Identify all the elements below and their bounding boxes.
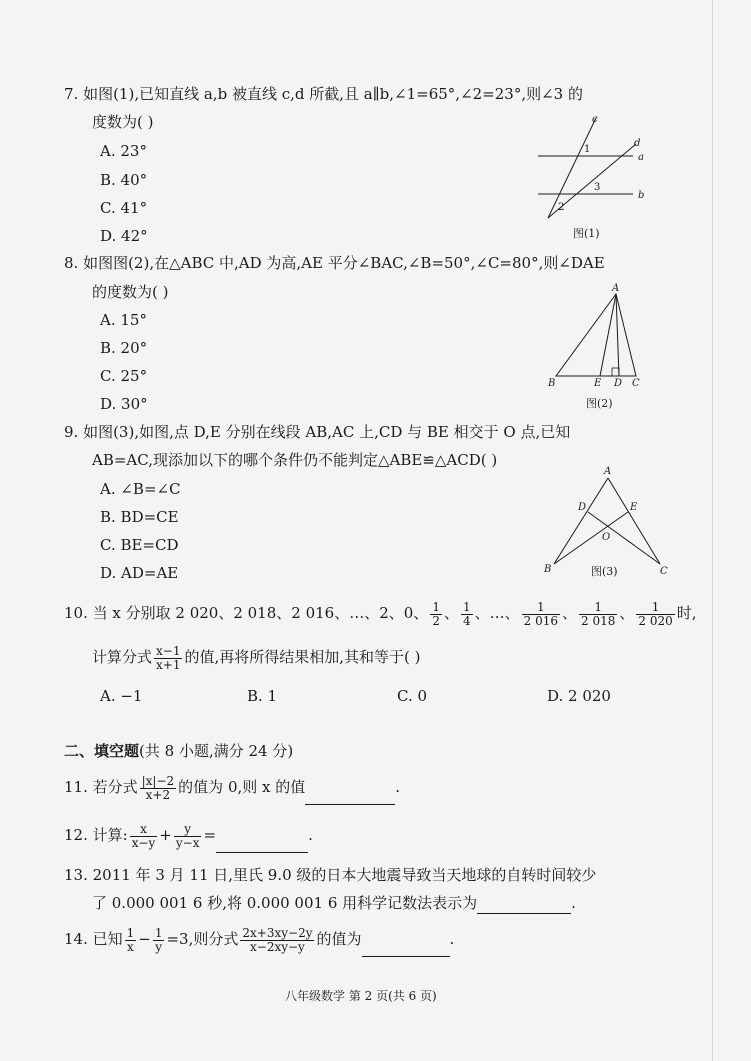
q7-stem-line2: 度数为( ) bbox=[92, 113, 154, 131]
page-footer: 八年级数学 第 2 页(共 6 页) bbox=[285, 989, 437, 1003]
q10-line2-post: 的值,再将所得结果相加,其和等于( ) bbox=[184, 648, 421, 666]
q9-option-c[interactable]: C. BE=CD bbox=[100, 536, 179, 554]
q10-frac-3: $\frac{1}{2 016}$ bbox=[523, 599, 558, 628]
q14-answer-blank[interactable] bbox=[362, 922, 450, 957]
q14-frac-1: $\frac{1}{x}$ bbox=[126, 925, 135, 954]
q13-answer-blank[interactable] bbox=[477, 893, 571, 914]
label-angle-1: 1 bbox=[584, 144, 591, 155]
label-O: O bbox=[602, 532, 611, 543]
q11-stem bbox=[64, 770, 400, 805]
q13-stem-line1: 13. 2011 年 3 月 11 日,里氏 9.0 级的日本大地震导致当天地球的自转时间较少 bbox=[64, 866, 597, 884]
page-edge bbox=[712, 0, 713, 1061]
q8-option-c[interactable]: C. 25° bbox=[100, 367, 148, 385]
label-E: E bbox=[630, 502, 638, 513]
q10-frac-5: $\frac{1}{2 020}$ bbox=[638, 599, 673, 628]
q14-post: 的值为 bbox=[316, 930, 362, 948]
q13-stem-line2 bbox=[92, 893, 576, 914]
q10-stem-line1 bbox=[64, 596, 697, 630]
q11-pre: 11. 若分式 bbox=[64, 778, 138, 796]
triangle-abc bbox=[556, 294, 636, 376]
q7-option-c[interactable]: C. 41° bbox=[100, 199, 148, 217]
line-c bbox=[548, 118, 596, 218]
q10-option-c[interactable]: C. 0 bbox=[397, 687, 428, 705]
segment-be bbox=[554, 512, 628, 564]
q10-sep-1: 、 bbox=[443, 604, 459, 622]
q10-prefix: 10. 当 x 分别取 2 020、2 018、2 016、…、2、0、 bbox=[64, 604, 429, 622]
q7-option-b[interactable]: B. 40° bbox=[100, 171, 148, 189]
q14-mid: =3,则分式 bbox=[166, 930, 239, 948]
q7-figure-caption: 图(1) bbox=[573, 227, 600, 240]
q10-frac-4: $\frac{1}{2 018}$ bbox=[581, 599, 616, 628]
q11-frac: $\frac{|x|-2}{x+2}$ bbox=[141, 773, 175, 802]
label-d: d bbox=[634, 138, 641, 149]
q12-answer-blank[interactable] bbox=[216, 818, 308, 853]
label-B: B bbox=[544, 564, 552, 575]
q9-stem-line2: AB=AC,现添加以下的哪个条件仍不能判定△ABE≌△ACD( ) bbox=[92, 451, 498, 469]
q7-stem-line1: 7. 如图(1),已知直线 a,b 被直线 c,d 所截,且 a∥b,∠1=65°,∠2=23°,则∠3 的 bbox=[64, 85, 583, 103]
q7-option-d[interactable]: D. 42° bbox=[100, 227, 148, 245]
label-D: D bbox=[578, 502, 587, 513]
q14-end: . bbox=[449, 930, 455, 948]
q9-figure-caption: 图(3) bbox=[591, 565, 618, 578]
right-angle-mark bbox=[612, 368, 619, 376]
q10-sep-4: 、 bbox=[619, 604, 635, 622]
section-2-heading bbox=[64, 741, 293, 761]
q12-frac-1: $\frac{x}{x-y}$ bbox=[131, 821, 156, 850]
q9-figure bbox=[540, 460, 670, 578]
q7-option-a[interactable]: A. 23° bbox=[100, 142, 147, 160]
label-b: b bbox=[638, 190, 645, 201]
q12-stem bbox=[64, 818, 313, 853]
label-B: B bbox=[548, 378, 556, 389]
label-E: E bbox=[594, 378, 602, 389]
q14-stem bbox=[64, 922, 454, 957]
q12-frac-2: $\frac{y}{y-x}$ bbox=[175, 821, 200, 850]
q9-option-a[interactable]: A. ∠B=∠C bbox=[100, 480, 181, 498]
q11-answer-blank[interactable] bbox=[305, 770, 395, 805]
q8-stem-line1: 8. 如图图(2),在△ABC 中,AD 为高,AE 平分∠BAC,∠B=50°,∠C=80°,则∠DAE bbox=[64, 254, 605, 272]
label-D: D bbox=[614, 378, 623, 389]
q9-option-b[interactable]: B. BD=CE bbox=[100, 508, 179, 526]
q11-end: . bbox=[395, 778, 401, 796]
q8-figure-caption: 图(2) bbox=[586, 397, 613, 410]
label-A: A bbox=[612, 283, 620, 294]
q14-frac-2: $\frac{1}{y}$ bbox=[154, 925, 163, 954]
q12-plus: + bbox=[159, 826, 172, 844]
section-2-title: 二、填空题 bbox=[64, 742, 140, 760]
q14-pre: 14. 已知 bbox=[64, 930, 123, 948]
q10-stem-line2 bbox=[92, 640, 421, 674]
q8-stem-line2: 的度数为( ) bbox=[92, 283, 169, 301]
q7-figure bbox=[528, 112, 658, 222]
label-A: A bbox=[604, 466, 612, 477]
q10-option-a[interactable]: A. −1 bbox=[100, 687, 143, 705]
q14-minus: − bbox=[138, 930, 151, 948]
q10-sep-2: 、…、 bbox=[474, 604, 520, 622]
label-C: C bbox=[660, 566, 668, 577]
q10-expression-frac: $\frac{x-1}{x+1}$ bbox=[156, 643, 181, 672]
section-2-note: (共 8 小题,满分 24 分) bbox=[139, 742, 294, 760]
q10-option-b[interactable]: B. 1 bbox=[247, 687, 278, 705]
label-angle-3: 3 bbox=[594, 182, 601, 193]
q10-sep-3: 、 bbox=[561, 604, 577, 622]
q12-end: . bbox=[308, 826, 313, 844]
q9-option-d[interactable]: D. AD=AE bbox=[100, 564, 179, 582]
q8-figure bbox=[540, 282, 650, 392]
q13-line2-text: 了 0.000 001 6 秒,将 0.000 001 6 用科学记数法表示为 bbox=[92, 894, 478, 912]
q10-frac-1: $\frac{1}{2}$ bbox=[432, 599, 440, 628]
label-c: c bbox=[592, 114, 598, 125]
q13-end: . bbox=[571, 894, 576, 912]
segment-ae bbox=[600, 294, 616, 376]
segment-cd bbox=[588, 512, 660, 564]
q10-suffix: 时, bbox=[676, 604, 697, 622]
q8-option-a[interactable]: A. 15° bbox=[100, 311, 147, 329]
q9-stem-line1: 9. 如图(3),如图,点 D,E 分别在线段 AB,AC 上,CD 与 BE 相交于 O 点,已知 bbox=[64, 423, 571, 441]
q14-expression-frac: $\frac{2x+3xy-2y}{x-2xy-y}$ bbox=[242, 925, 313, 954]
label-a: a bbox=[638, 152, 644, 163]
q12-equals: = bbox=[203, 826, 217, 844]
q10-option-d[interactable]: D. 2 020 bbox=[547, 687, 611, 705]
q10-frac-2: $\frac{1}{4}$ bbox=[462, 599, 471, 628]
label-angle-2: 2 bbox=[558, 202, 565, 213]
q8-option-d[interactable]: D. 30° bbox=[100, 395, 148, 413]
q12-pre: 12. 计算: bbox=[64, 826, 128, 844]
q11-post: 的值为 0,则 x 的值 bbox=[178, 778, 306, 796]
q8-option-b[interactable]: B. 20° bbox=[100, 339, 148, 357]
q10-line2-pre: 计算分式 bbox=[92, 648, 153, 666]
label-C: C bbox=[632, 378, 640, 389]
